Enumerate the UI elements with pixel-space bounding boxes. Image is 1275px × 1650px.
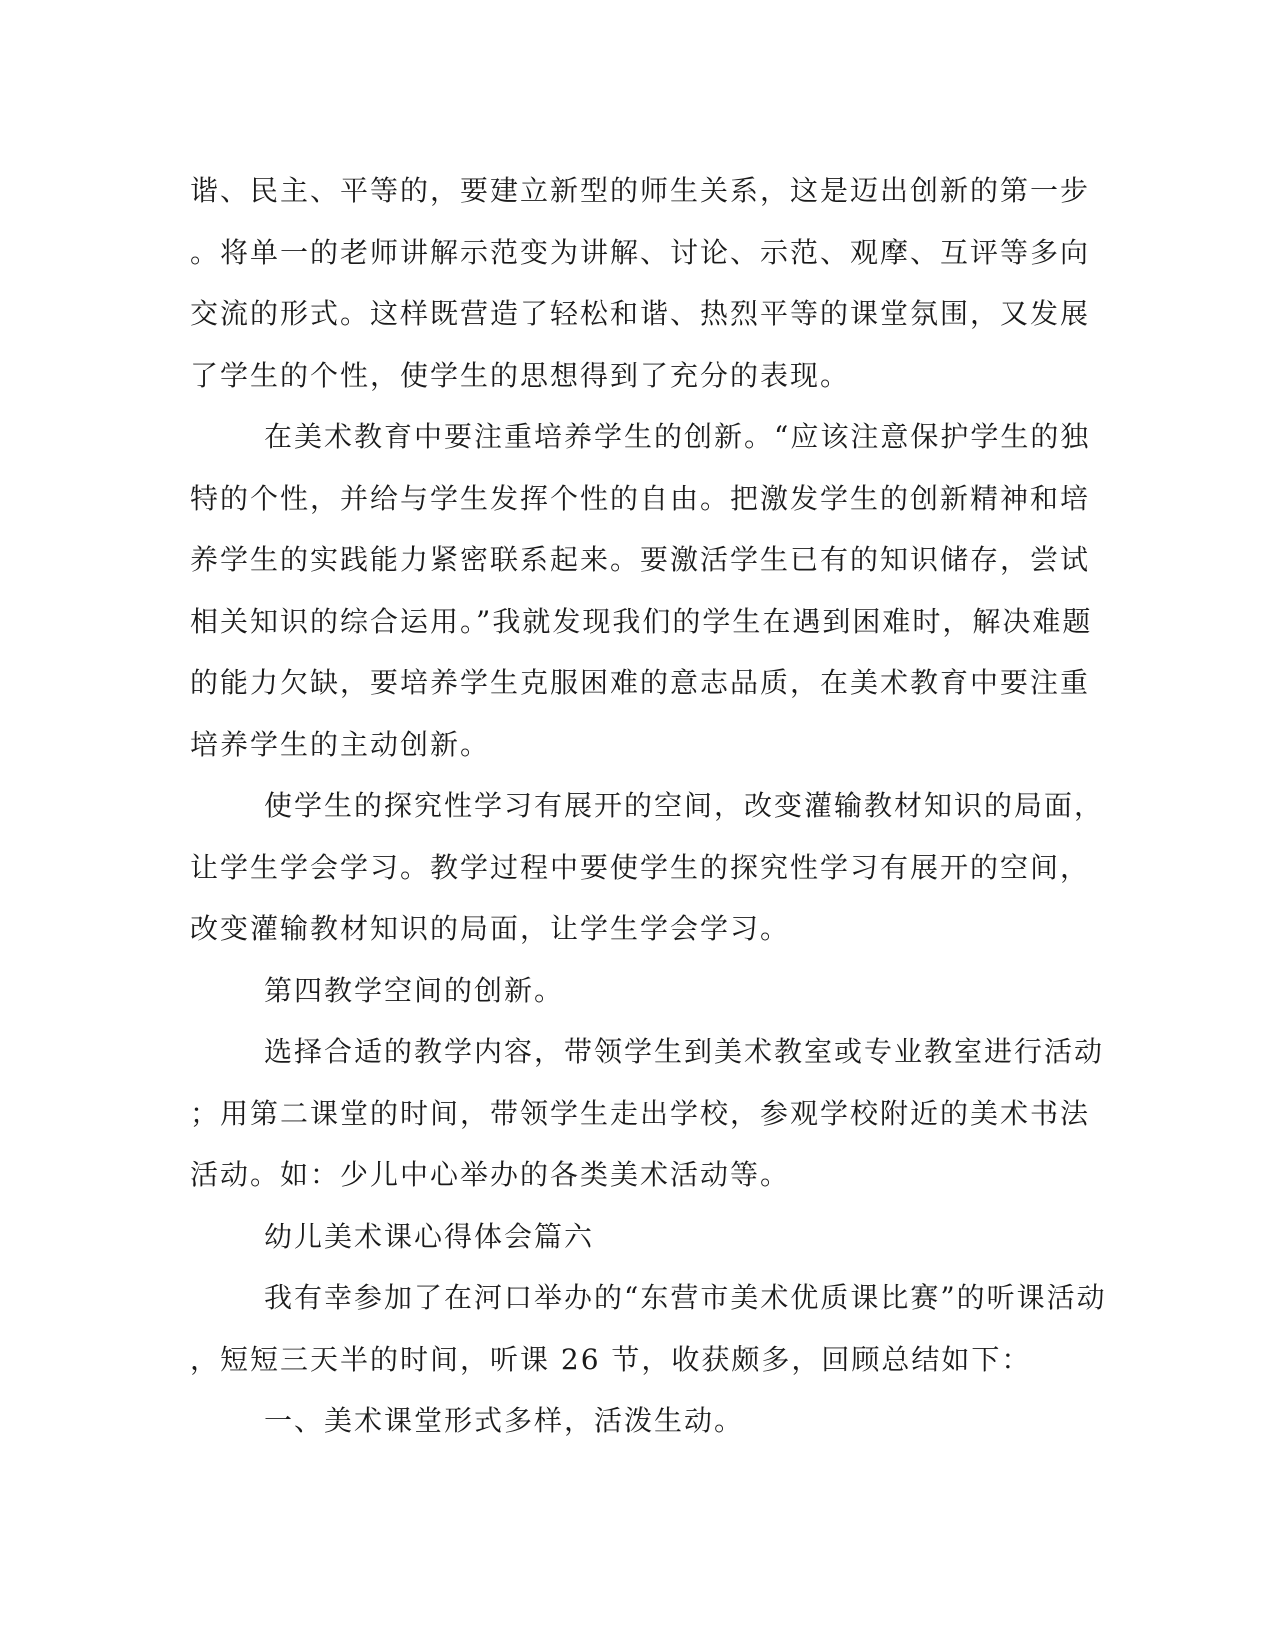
text-line: ；用第二课堂的时间，带领学生走出学校，参观学校附近的美术书法 bbox=[190, 1096, 1091, 1130]
text-line: 谐、民主、平等的，要建立新型的师生关系，这是迈出创新的第一步 bbox=[190, 174, 1091, 207]
text-line: 相关知识的综合运用。”我就发现我们的学生在遇到困难时，解决难题 bbox=[190, 604, 1093, 638]
text-line: 第四教学空间的创新。 bbox=[264, 973, 565, 1007]
text-line: 培养学生的主动创新。 bbox=[190, 727, 491, 761]
text-line: 选择合适的教学内容，带领学生到美术教室或专业教室进行活动 bbox=[264, 1035, 1105, 1068]
text-line: 特的个性，并给与学生发挥个性的自由。把激发学生的创新精神和培 bbox=[190, 481, 1091, 515]
text-line: 使学生的探究性学习有展开的空间，改变灌输教材知识的局面， bbox=[264, 789, 1105, 822]
text-line: 让学生学会学习。教学过程中要使学生的探究性学习有展开的空间， bbox=[190, 850, 1091, 884]
text-line: 。将单一的老师讲解示范变为讲解、讨论、示范、观摩、互评等多向 bbox=[190, 235, 1091, 269]
text-line: ，短短三天半的时间，听课 26 节，收获颇多，回顾总结如下： bbox=[190, 1342, 1032, 1376]
text-line: 在美术教育中要注重培养学生的创新。“应该注意保护学生的独 bbox=[264, 420, 1091, 453]
text-line: 一、美术课堂形式多样，活泼生动。 bbox=[264, 1404, 745, 1437]
text-line: 交流的形式。这样既营造了轻松和谐、热烈平等的课堂氛围，又发展 bbox=[190, 297, 1091, 330]
document-body bbox=[190, 160, 1107, 1452]
text-line: 了学生的个性，使学生的思想得到了充分的表现。 bbox=[190, 358, 851, 392]
text-line: 我有幸参加了在河口举办的“东营市美术优质课比赛”的听课活动 bbox=[264, 1281, 1107, 1314]
text-line: 养学生的实践能力紧密联系起来。要激活学生已有的知识储存，尝试 bbox=[190, 543, 1091, 576]
text-line: 的能力欠缺，要培养学生克服困难的意志品质，在美术教育中要注重 bbox=[190, 666, 1091, 699]
text-line: 活动。如：少儿中心举办的各类美术活动等。 bbox=[190, 1158, 791, 1191]
text-line: 改变灌输教材知识的局面，让学生学会学习。 bbox=[190, 912, 791, 945]
text-line: 幼儿美术课心得体会篇六 bbox=[264, 1219, 595, 1253]
